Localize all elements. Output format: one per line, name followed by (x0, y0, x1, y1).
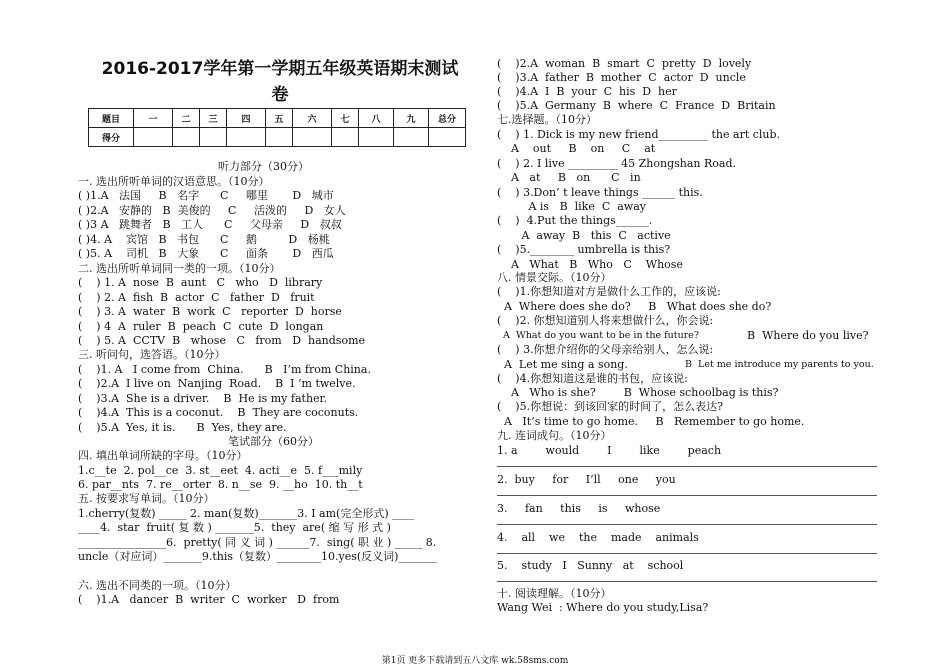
exam-line: ( ) 2. I live _________ 45 Zhongshan Road. (497, 157, 736, 170)
score-cell (332, 128, 359, 147)
page-footer: 第1页 更多下载请到五八文库 wk.58sms.com (381, 656, 569, 666)
exam-line: 一. 选出所听单词的汉语意思。（10分） (78, 175, 270, 188)
exam-line: 4. all we the made animals (497, 531, 699, 544)
title-line-1: 2016-2017学年第一学期五年级英语期末测试 (101, 59, 459, 79)
exam-title (80, 56, 480, 108)
score-cell: 一 (134, 109, 173, 128)
exam-line: 2. buy for I’ll one you (497, 473, 676, 486)
title-line-2: 卷 (271, 85, 289, 105)
exam-line: ( )1. A I come from China. B I’m from China. (78, 363, 371, 376)
exam-line: 四. 填出单词所缺的字母。（10分） (78, 449, 248, 462)
exam-line: 七.选择题。（10分） (497, 113, 597, 126)
exam-line: 六. 选出不同类的一项。（10分） (78, 579, 237, 592)
score-cell (134, 128, 173, 147)
score-cell: 八 (359, 109, 394, 128)
exam-line: ( ) 1. A nose B aunt C who D library (78, 276, 323, 289)
exam-line: A It’s time to go home. B Remember to go home. (497, 415, 805, 428)
exam-line: ( )3 A 跳舞者 B 工人 C 父母亲 D 叔叔 (78, 218, 342, 231)
exam-line: A What do you want to be in the future? (497, 330, 699, 341)
score-cell (266, 128, 293, 147)
exam-line: ( )3.A father B mother C actor D uncle (497, 71, 746, 84)
exam-line: 十. 阅读理解。（10分） (497, 587, 612, 600)
exam-line: ( )5.________ umbrella is this? (497, 243, 671, 256)
score-cell: 七 (332, 109, 359, 128)
score-cell (200, 128, 227, 147)
exam-line: ( ) 5. A CCTV B whose C from D handsome (78, 334, 366, 347)
exam-line: 1. a would I like peach (497, 444, 722, 457)
exam-line: ( )2.A 安静的 B 美俊的 C 活泼的 D 女人 (78, 204, 346, 217)
exam-line: 九. 连词成句。（10分） (497, 429, 612, 442)
exam-line: A away B this C active (497, 229, 671, 242)
answer-line (497, 553, 877, 554)
score-table-score-row (89, 128, 466, 147)
score-cell: 题目 (89, 109, 134, 128)
score-cell: 四 (227, 109, 266, 128)
score-cell: 九 (394, 109, 429, 128)
exam-line: ( ) 1. Dick is my new friend_________ the art club. (497, 128, 781, 141)
exam-line: 笔试部分（60分） (228, 435, 319, 448)
score-cell (394, 128, 429, 147)
answer-line (497, 581, 877, 582)
exam-line: ____4. star fruit( 复 数 ) _______5. they are( 缩 写 形 式 ) (78, 521, 391, 534)
exam-line: 听力部分（30分） (218, 160, 309, 173)
exam-line: Wang Wei : Where do you study,Lisa? (497, 601, 709, 614)
exam-line: ( )1.A 法国 B 名字 C 哪里 D 城市 (78, 189, 334, 202)
score-cell: 三 (200, 109, 227, 128)
exam-line: 二. 选出所听单词同一类的一项。（10分） (78, 262, 281, 275)
exam-line: 五. 按要求写单词。（10分） (78, 492, 215, 505)
exam-line: ( )1.你想知道对方是做什么工作的，应该说: (497, 285, 721, 298)
exam-line: ________________6. pretty( 同 义 词 ) ______7. sing( 职 业 ) _____ 8. (78, 536, 437, 549)
exam-line: 三. 听问句，选答语。（10分） (78, 348, 226, 361)
exam-line: uncle（对应词）_______9.this（复数）________10.yes(反义词)_______ (78, 550, 437, 563)
exam-line: A Let me sing a song. (497, 358, 628, 371)
exam-line: 3. fan this is whose (497, 502, 661, 515)
exam-line: 1.cherry(复数) _____ 2. man(复数)_______3. I am(完全形式) ____ (78, 507, 415, 520)
exam-line: A out B on C at (497, 142, 656, 155)
exam-line: ( )2.A woman B smart C pretty D lovely (497, 57, 752, 70)
score-table (88, 108, 466, 147)
exam-line: ( ) 3. A water B work C reporter D horse (78, 305, 342, 318)
exam-line: B Let me introduce my parents to you. (685, 359, 874, 370)
exam-line: ( )4.A I B your C his D her (497, 85, 677, 98)
score-cell (293, 128, 332, 147)
score-cell (359, 128, 394, 147)
exam-line: A Where does she do? B What does she do? (497, 300, 772, 313)
exam-line: ( )2. 你想知道别人将来想做什么，你会说: (497, 314, 714, 327)
exam-line: A Who is she? B Whose schoolbag is this? (497, 386, 779, 399)
answer-line (497, 466, 877, 467)
exam-line: ( )2.A I live on Nanjing Road. B I ‘m twelve. (78, 377, 356, 390)
score-cell: 总分 (429, 109, 466, 128)
exam-line: 1.c__te 2. pol__ce 3. st__eet 4. acti__e 5. f___mily (78, 464, 363, 477)
exam-line: 6. par__nts 7. re__orter 8. n__se 9. __ho 10. th__t (78, 478, 363, 491)
exam-line: ( ) 3.你想介绍你的父母亲给别人，怎么说: (497, 343, 714, 356)
exam-line: ( )4.A This is a coconut. B They are coconuts. (78, 406, 359, 419)
score-cell: 二 (173, 109, 200, 128)
exam-line: A at B on C in (497, 171, 641, 184)
exam-line: ( )4.你想知道这是谁的书包，应该说: (497, 372, 688, 385)
exam-line: A What B Who C Whose (497, 258, 683, 271)
exam-line: A is B like C away (497, 200, 646, 213)
exam-line: ( ) 4 A ruler B peach C cute D longan (78, 320, 324, 333)
exam-line: ( )1.A dancer B writer C worker D from (78, 593, 340, 606)
exam-line: ( ) 3.Don’ t leave things ______ this. (497, 186, 703, 199)
exam-line: ( ) 2. A fish B actor C father D fruit (78, 291, 315, 304)
exam-line: ( )4. A 宾馆 B 书包 C 鹅 D 杨桃 (78, 233, 330, 246)
score-cell (429, 128, 466, 147)
exam-line: ( )5. A 司机 B 大象 C 面条 D 西瓜 (78, 247, 334, 260)
score-cell: 五 (266, 109, 293, 128)
answer-line (497, 524, 877, 525)
exam-line: 5. study I Sunny at school (497, 559, 684, 572)
answer-line (497, 495, 877, 496)
exam-line: 八. 情景交际。（10分） (497, 271, 612, 284)
exam-line: ( )3.A She is a driver. B He is my father. (78, 392, 328, 405)
exam-line: ( )5.A Germany B where C France D Britain (497, 99, 776, 112)
exam-line: B Where do you live? (747, 329, 869, 342)
exam-line: ( )5.A Yes, it is. B Yes, they are. (78, 421, 287, 434)
score-cell (227, 128, 266, 147)
exam-line: ( ) 4.Put the things______. (497, 214, 653, 227)
score-table-header-row (89, 109, 466, 128)
score-cell: 得分 (89, 128, 134, 147)
score-cell: 六 (293, 109, 332, 128)
score-cell (173, 128, 200, 147)
exam-line: ( )5.你想说：到该回家的时间了，怎么表达? (497, 400, 723, 413)
